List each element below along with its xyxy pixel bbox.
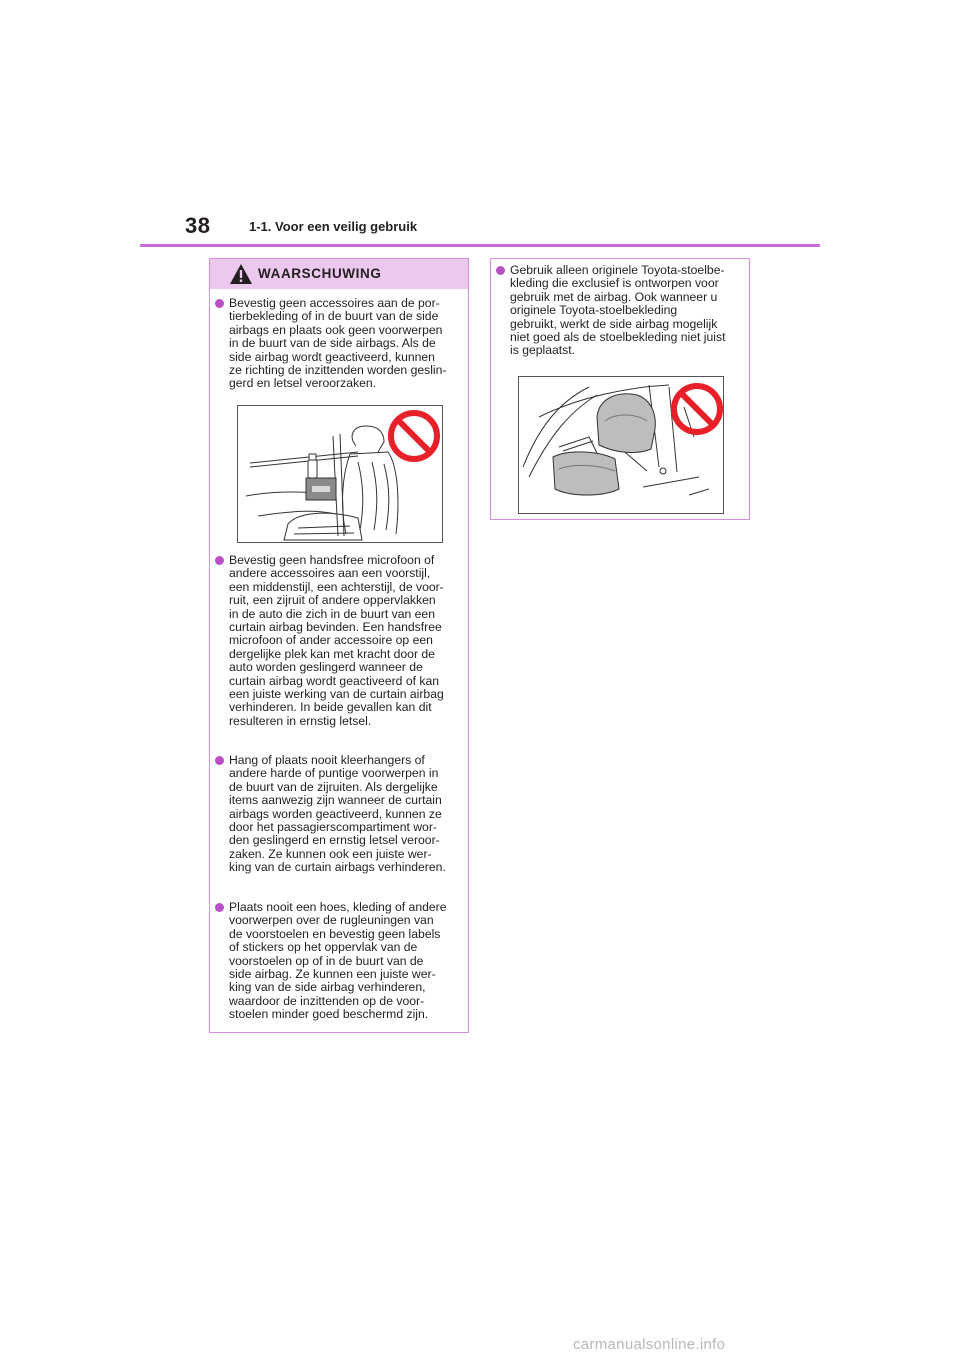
warning-item-text: Hang of plaats nooit kleerhangers of andere harde of puntige voorwerpen in de buurt van de zijruiten. Als dergelijke items aanwezig zijn wanneer de curtain airbags worden geactiveerd, kunnen ze door het passagierscompartiment wor- den geslingerd en ernstig letsel veroor- zaken. Ze kunnen ook een juiste wer- king van de curtain airbags verhinderen. <box>229 753 446 875</box>
header-divider <box>140 244 820 247</box>
warning-item-text: Plaats nooit een hoes, kleding of andere voorwerpen over de rugleuningen van de voorstoelen en bevestig geen labels of stickers op het oppervlak van de voorstoelen op of in de buurt van de side airbag. Ze kunnen een juiste wer- king van de side airbag verhinderen, waardoor de inzittenden op de voor- stoelen minder goed beschermd zijn. <box>229 900 447 1022</box>
car-interior-drawing <box>238 406 442 542</box>
watermark: carmanualsonline.info <box>573 1336 726 1353</box>
warning-item-1 <box>215 297 465 391</box>
prohibition-icon <box>674 386 720 432</box>
warning-item-text: Bevestig geen accessoires aan de por- tierbekleding of in de buurt van de side airbags en plaats ook geen voorwerpen in de buurt van de side airbags. Als de side airbag wordt geactiveerd, kunnen ze richting de inzittenden worden geslin- gerd en letsel veroorzaken. <box>229 296 447 391</box>
warning-triangle-icon <box>229 263 253 285</box>
note-box <box>490 258 750 520</box>
warning-header <box>210 259 468 289</box>
bullet-icon <box>215 556 224 565</box>
section-title: 1-1. Voor een veilig gebruik <box>249 219 418 234</box>
bullet-icon <box>496 266 505 275</box>
warning-title: WAARSCHUWING <box>258 266 382 281</box>
note-item-1 <box>496 264 746 358</box>
note-item-text: Gebruik alleen originele Toyota-stoelbe- kleding die exclusief is ontworpen voor gebruik met de airbag. Ook wanneer u originele Toyota-stoelbekleding gebruikt, werkt de side airbag mogelijk niet goed als de stoelbekleding niet juist is geplaatst. <box>510 263 726 358</box>
bullet-icon <box>215 756 224 765</box>
warning-item-text: Bevestig geen handsfree microfoon of andere accessoires aan een voorstijl, een middenstijl, een achterstijl, de voor- ruit, een zijruit of andere oppervlakken in de auto die zich in de buurt van een curtain airbag bevinden. Een handsfree microfoon of ander accessoire op een dergelijke plek kan met kracht door de auto worden geslingerd wanneer de curtain airbag wordt geactiveerd of kan een juiste werking van de curtain airbag verhinderen. In beide gevallen kan dit resulteren in ernstig letsel. <box>229 553 444 728</box>
bullet-icon <box>215 299 224 308</box>
prohibition-icon <box>391 413 437 459</box>
seat-drawing <box>519 377 723 513</box>
warning-item-4 <box>215 901 465 1022</box>
page-number: 38 <box>185 213 211 238</box>
bullet-icon <box>215 903 224 912</box>
door-accessory-illustration <box>237 405 443 543</box>
warning-box <box>209 258 469 1033</box>
warning-item-2 <box>215 554 465 728</box>
seat-cover-illustration <box>518 376 724 514</box>
warning-item-3 <box>215 754 465 875</box>
